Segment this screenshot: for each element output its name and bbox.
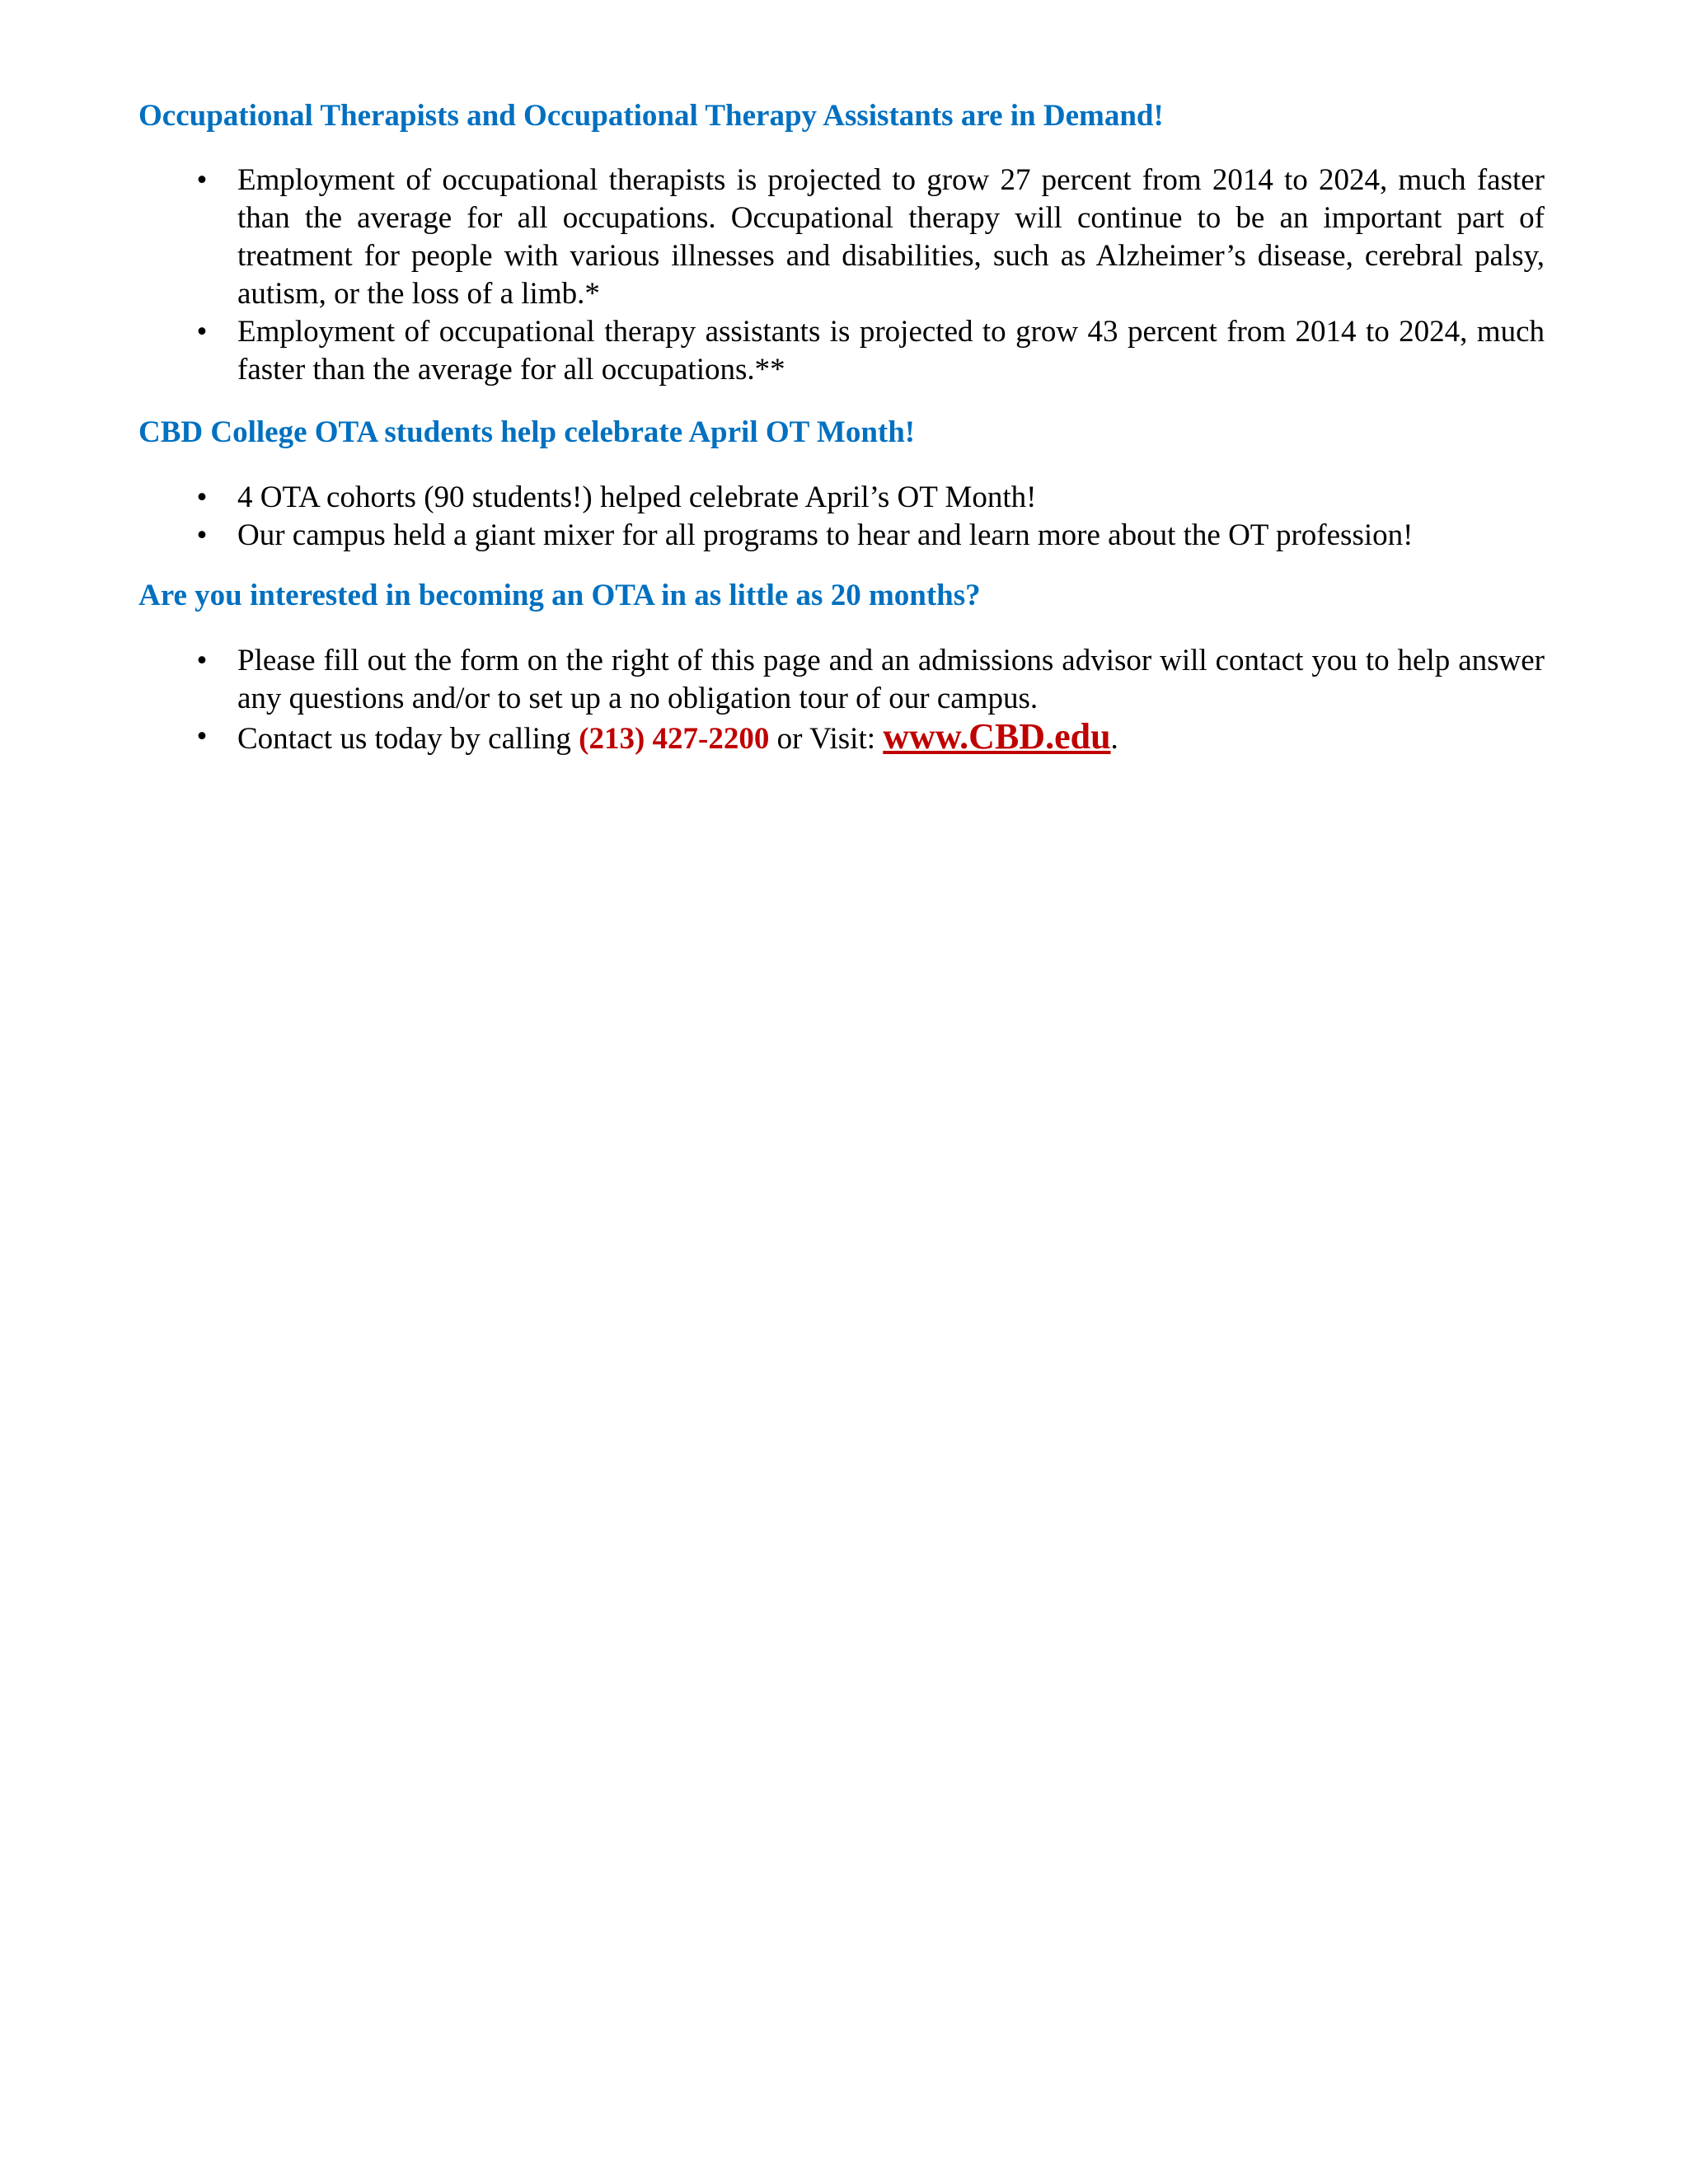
bullet-icon: • [196,163,208,197]
website-link[interactable]: www.CBD.edu [883,716,1111,757]
contact-prefix: Contact us today by calling [237,722,571,756]
bullet-icon: • [196,480,208,514]
list-item [138,642,1545,718]
list-item [138,517,1545,555]
list-item-text: Employment of occupational therapy assistants is projected to grow 43 percent from 2014 to 2024, much faster than the average for all occupations.** [237,315,1545,387]
list-item-text: Please fill out the form on the right of this page and an admissions advisor will contact you to help answer any questions and/or to set up a no obligation tour of our campus. [237,644,1545,715]
bullet-icon: • [196,518,208,552]
contact-middle: or Visit: [776,722,876,756]
section-heading-become-ota: Are you interested in becoming an OTA in as little as 20 months? [138,579,981,612]
demand-list [138,162,1545,389]
list-item [138,162,1545,313]
contact-suffix: . [1110,722,1118,756]
ot-month-list [138,479,1545,555]
list-item-text: Our campus held a giant mixer for all programs to hear and learn more about the OT profession! [237,518,1414,552]
phone-number[interactable]: (213) 427-2200 [579,722,770,756]
document-page [138,97,1545,758]
bullet-icon: • [196,644,208,677]
contact-item [138,718,1545,758]
list-item [138,313,1545,389]
bullet-icon: • [196,719,208,753]
section-heading-demand: Occupational Therapists and Occupational Therapy Assistants are in Demand! [138,99,1164,133]
list-item-text: Employment of occupational therapists is projected to grow 27 percent from 2014 to 2024, much faster than the average for all occupations. Occupational therapy will continue to be an important part of treatment for people with various illnesses and disabilities, such as Alzheimer’s disease, cerebral palsy, autism, or the loss of a limb.* [237,163,1545,311]
bullet-icon: • [196,315,208,349]
become-ota-list [138,642,1545,758]
list-item [138,479,1545,517]
section-heading-ot-month: CBD College OTA students help celebrate April OT Month! [138,415,916,449]
list-item-text: 4 OTA cohorts (90 students!) helped celebrate April’s OT Month! [237,480,1037,514]
